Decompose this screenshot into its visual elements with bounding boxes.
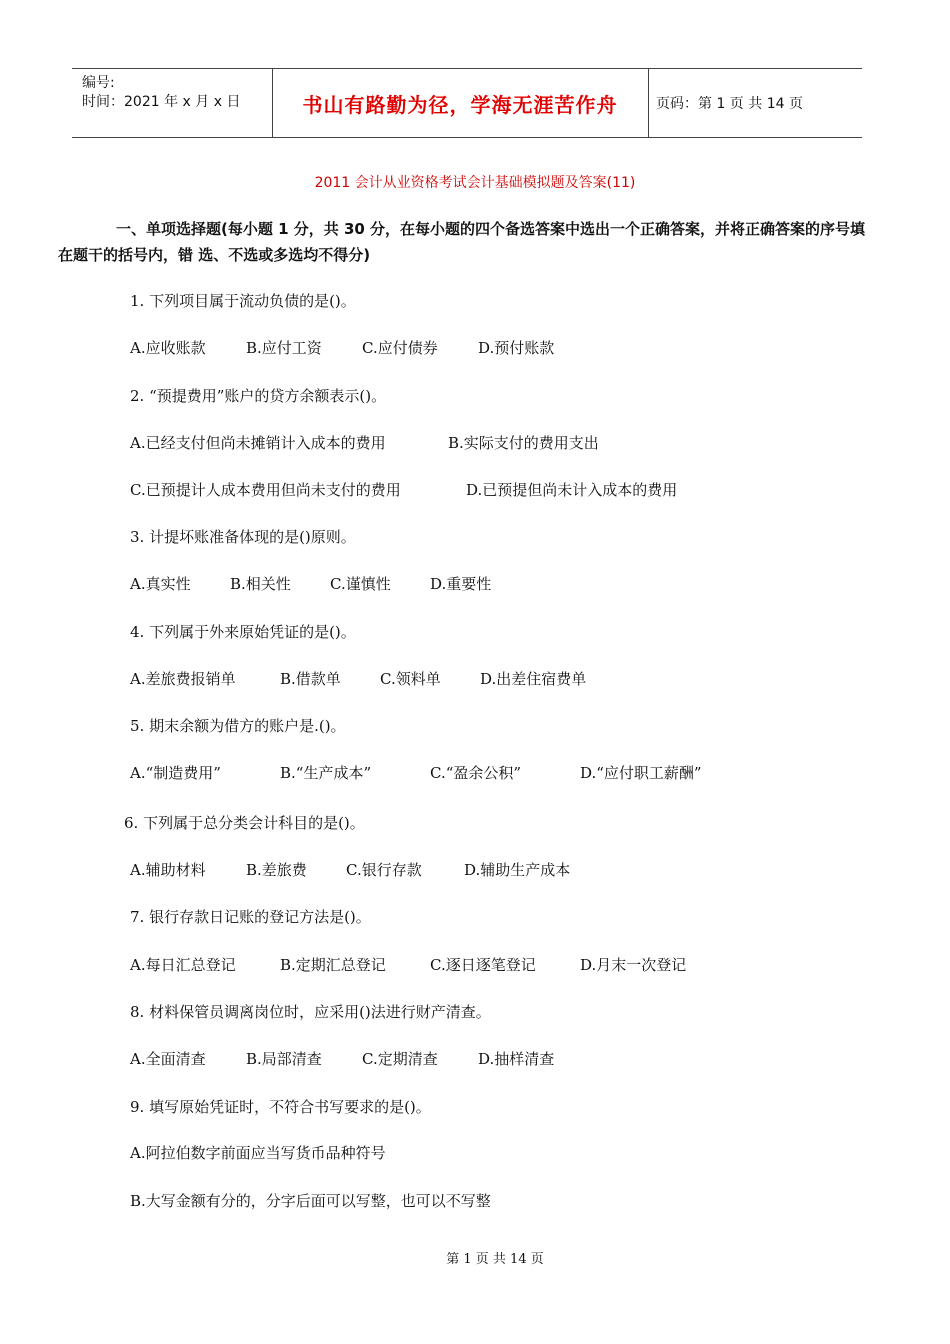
question-8-options <box>130 1048 554 1069</box>
option-c: C.逐日逐笔登记 <box>430 956 536 974</box>
option-d: D.重要性 <box>430 575 492 593</box>
question-4: 4. 下列属于外来原始凭证的是()。 <box>130 623 356 641</box>
question-6-options <box>130 859 570 880</box>
question-1: 1. 下列项目属于流动负债的是()。 <box>130 292 356 310</box>
question-7: 7. 银行存款日记账的登记方法是()。 <box>130 908 371 926</box>
option-b: B.相关性 <box>230 575 291 593</box>
option-c: C.应付债券 <box>362 339 438 357</box>
section-heading: 一、单项选择题(每小题 1 分，共 30 分，在每小题的四个备选答案中选出一个正确答案，并将正确答案的序号填在题干的括号内，错 选、不选或多选均不得分) <box>58 220 866 264</box>
document-number-label: 编号: <box>82 75 115 91</box>
option-d: D.已预提但尚未计入成本的费用 <box>466 481 678 499</box>
option-c: C.“盈余公积” <box>430 764 522 782</box>
document-time-label: 时间：2021 年 x 月 x 日 <box>82 94 241 110</box>
option-b: B.实际支付的费用支出 <box>448 434 599 452</box>
option-a: A.已经支付但尚未摊销计入成本的费用 <box>130 434 386 452</box>
option-d: D.月末一次登记 <box>580 956 687 974</box>
question-7-options <box>130 954 686 975</box>
option-c: C.领料单 <box>380 670 441 688</box>
question-3: 3. 计提坏账准备体现的是()原则。 <box>130 528 356 546</box>
option-b: B.差旅费 <box>246 861 307 879</box>
question-2-options-line-2 <box>130 479 677 500</box>
option-b: B.定期汇总登记 <box>280 956 386 974</box>
option-c: C.定期清查 <box>362 1050 438 1068</box>
option-a: A.真实性 <box>130 575 191 593</box>
header-meta <box>72 69 273 137</box>
question-2: 2. “预提费用”账户的贷方余额表示()。 <box>130 387 387 405</box>
question-6: 6. 下列属于总分类会计科目的是()。 <box>124 814 365 832</box>
header-page-info: 页码：第 1 页 共 14 页 <box>656 96 803 112</box>
option-d: D.预付账款 <box>478 339 555 357</box>
question-9-option-b: B.大写金额有分的，分字后面可以写整，也可以不写整 <box>130 1192 491 1210</box>
question-1-options <box>130 337 554 358</box>
question-2-options-line-1 <box>130 432 599 453</box>
header-page-cell <box>648 69 862 137</box>
option-c: C.银行存款 <box>346 861 422 879</box>
option-a: A.辅助材料 <box>130 861 206 879</box>
question-4-options <box>130 668 586 689</box>
option-d: D.辅助生产成本 <box>464 861 571 879</box>
question-9: 9. 填写原始凭证时，不符合书写要求的是()。 <box>130 1098 431 1116</box>
document-title: 2011 会计从业资格考试会计基础模拟题及答案(11) <box>314 175 636 191</box>
header-motto-cell <box>272 69 649 137</box>
question-5-options <box>130 762 702 783</box>
option-b: B.“生产成本” <box>280 764 372 782</box>
question-3-options <box>130 573 491 594</box>
option-d: D.“应付职工薪酬” <box>580 764 702 782</box>
option-d: D.抽样清查 <box>478 1050 555 1068</box>
option-d: D.出差住宿费单 <box>480 670 587 688</box>
header-motto: 书山有路勤为径，学海无涯苦作舟 <box>302 92 618 117</box>
option-a: A.全面清查 <box>130 1050 206 1068</box>
option-a: A.每日汇总登记 <box>130 956 236 974</box>
option-b: B.借款单 <box>280 670 341 688</box>
option-a: A.“制造费用” <box>130 764 221 782</box>
question-5: 5. 期末余额为借方的账户是.()。 <box>130 717 346 735</box>
option-c: C.已预提计人成本费用但尚未支付的费用 <box>130 481 401 499</box>
option-c: C.谨慎性 <box>330 575 391 593</box>
question-9-option-a: A.阿拉伯数字前面应当写货币品种符号 <box>130 1144 386 1162</box>
option-b: B.应付工资 <box>246 339 322 357</box>
question-8: 8. 材料保管员调离岗位时，应采用()法进行财产清查。 <box>130 1003 491 1021</box>
option-a: A.差旅费报销单 <box>130 670 236 688</box>
option-b: B.局部清查 <box>246 1050 322 1068</box>
option-a: A.应收账款 <box>130 339 206 357</box>
page-header <box>72 68 862 138</box>
page-footer: 第 1 页 共 14 页 <box>446 1252 544 1267</box>
